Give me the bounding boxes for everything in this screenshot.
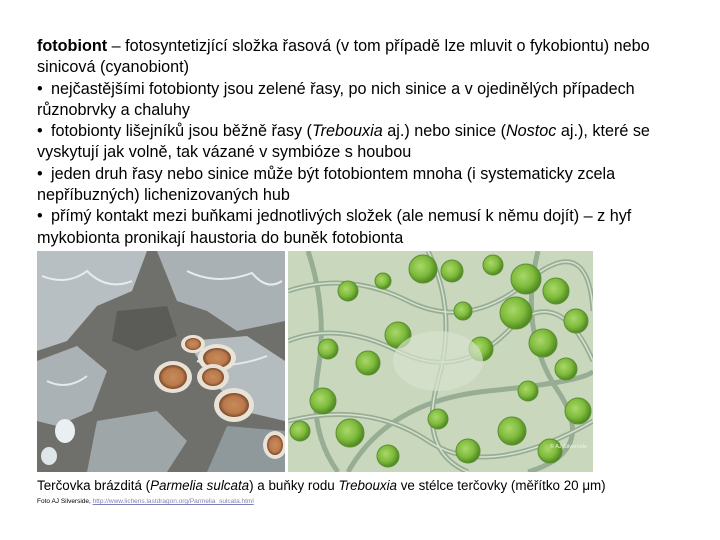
main-text: [37, 36, 697, 249]
bullet-text: fotobionty lišejníků jsou běžně řasy (: [51, 122, 312, 141]
photo-watermark: © AJ Silverside: [549, 444, 587, 450]
bullet-item: [37, 121, 697, 164]
photo-credit: [37, 498, 254, 506]
bullet-item: [37, 206, 697, 249]
bullet-icon: •: [37, 207, 43, 226]
bullet-icon: •: [37, 164, 43, 183]
bullet-icon: •: [37, 79, 43, 98]
credit-link[interactable]: http://www.lichens.lastdragon.org/Parmelia_sulcata.html: [92, 498, 254, 505]
bullet-text: nejčastějšími fotobionty jsou zelené řasy, po nich sinice a v ojedinělých případech různobrvky a chaluhy: [37, 79, 635, 119]
bullet-text: aj.), které se vyskytují jak volně, tak vázané v symbióze s houbou: [37, 122, 650, 162]
bullet-text: aj.) nebo sinice (: [382, 122, 506, 141]
bullet-text: přímý kontakt mezi buňkami jednotlivých složek (ale nemusí k němu dojít) – z hyf mykobionta pronikají haustoria do buněk fotobionta: [37, 207, 632, 247]
microscope-photo: [288, 251, 593, 472]
genus-trebouxia: Trebouxia: [311, 122, 383, 141]
genus-nostoc: Nostoc: [505, 122, 557, 141]
bullet-item: [37, 164, 697, 207]
term-definition: – fotosyntetizjící složka řasová (v tom případě lze mluvit o fykobiontu) nebo sinicová (cyanobiont): [37, 37, 650, 77]
figure-caption: [37, 478, 606, 494]
credit-text: Foto AJ Silverside,: [37, 498, 93, 505]
lichen-photo: [37, 251, 285, 472]
intro-paragraph: [37, 36, 697, 79]
caption-text: ve stélce terčovky (měřítko 20 μm): [397, 478, 606, 493]
caption-species: Parmelia sulcata: [150, 478, 250, 493]
bullet-text: jeden druh řasy nebo sinice může být fotobiontem mnoha (i systematicky zcela nepříbuzných) lichenizovaných hub: [37, 164, 616, 205]
caption-text: ) a buňky rodu: [249, 478, 339, 493]
caption-genus: Trebouxia: [338, 478, 398, 493]
bullet-item: [37, 79, 697, 122]
caption-text: Terčovka brázditá (: [37, 478, 151, 493]
term-fotobiont: fotobiont: [37, 37, 108, 55]
bullet-icon: •: [37, 122, 43, 141]
